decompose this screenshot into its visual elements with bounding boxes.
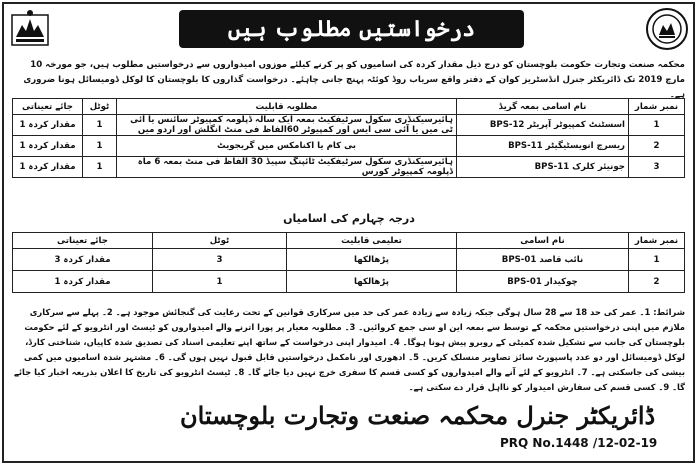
cell-qualification: ہائیرسیکنڈری سکول سرٹیفکیٹ ٹائپنگ سپیڈ 30 الفاظ فی منٹ بمعہ 6 ماہ ڈپلومہ کمپیوٹر کورس: [117, 157, 457, 178]
signature-line: ڈائریکٹر جنرل محکمہ صنعت وتجارت بلوچستان: [180, 401, 656, 430]
cell-total: 1: [153, 271, 287, 293]
cell-total: 3: [153, 249, 287, 271]
col-total: ٹوٹل: [83, 99, 117, 115]
cell-serial: 2: [629, 136, 685, 157]
cell-total: 1: [83, 157, 117, 178]
table-row: [13, 115, 685, 136]
job-advertisement: [2, 2, 695, 463]
cell-post: جونیئر کلرک BPS-11: [457, 157, 629, 178]
col-total: ٹوٹل: [153, 233, 287, 249]
col-place: جائے تعیناتی: [13, 99, 83, 115]
col-place: جائے تعیناتی: [13, 233, 153, 249]
cell-serial: 1: [629, 249, 685, 271]
col-post: نام اسامی: [457, 233, 629, 249]
cell-qualification: پڑھالکھا: [287, 271, 457, 293]
cell-total: 1: [83, 115, 117, 136]
cell-place: مقدار کردہ 1: [13, 157, 83, 178]
conditions-paragraph: شرائط: 1۔ عمر کی حد 18 سے 28 سال ہوگی جبکہ زیادہ سے زیادہ عمر کی حد میں سرکاری قوانین کے تحت رعایت کی گنجائش موجود ہے۔ 2۔ پہلے سے سرکاری ملازم میں اپنی درخواستیں محکمہ کے توسط سے بمعہ این او سی جمع کروائیں۔ 3۔ مطلوبہ معیار پر پورا اترنے والے امیدواروں کو ٹیسٹ اور انٹرویو کے لئے حکومت بلوچستان کی جانب سے تشکیل شدہ کمیٹی کے روبرو پیش ہونا ہوگا۔ 4۔ امیدوار اپنی درخواست کے ساتھ اپنے تعلیمی اسناد کی تصدیق شدہ کاپیاں، شناختی کارڈ، لوکل ڈومیسائل اور دو عدد پاسپورٹ سائز تصاویر منسلک کریں۔ 5۔ ادھوری اور نامکمل درخواستیں قابل قبول نہیں ہوں گی۔ 6۔ مشتہر شدہ اسامیوں میں کمی بیشی کی جاسکتی ہے۔ 7۔ انٹرویو کے لئے آنے والے امیدواروں کو کسی قسم کا سفری خرچ نہیں دیا جائے گا۔ 8۔ ٹیسٹ انٹرویو کی تاریخ کا اعلان بذریعہ اخبار کیا جائے گا۔ 9۔ کسی قسم کی سفارش امیدوار کو نااہل قرار دے سکتی ہے۔: [13, 307, 685, 392]
col-serial: نمبر شمار: [629, 99, 685, 115]
cell-post: اسسٹنٹ کمپیوٹر آپریٹر BPS-12: [457, 115, 629, 136]
header: [4, 4, 693, 54]
table-row: [13, 249, 685, 271]
cell-post: نائب قاصد BPS-01: [457, 249, 629, 271]
cell-post: ریسرچ انویسٹیگیٹر BPS-11: [457, 136, 629, 157]
class-four-posts-table: [12, 232, 685, 293]
table-header-row: [13, 233, 685, 249]
government-seal-icon: [645, 7, 689, 51]
cell-place: مقدار کردہ 1: [13, 115, 83, 136]
cell-qualification: پڑھالکھا: [287, 249, 457, 271]
section-title: درجہ چہارم کی اسامیاں: [283, 212, 415, 225]
table-row: [13, 157, 685, 178]
cell-place: مقدار کردہ 3: [13, 249, 153, 271]
cell-qualification: ہائیرسیکنڈری سکول سرٹیفکیٹ بمعہ ایک سالہ ڈپلومہ کمپیوٹر سائنس یا آئی ٹی میں یا آئی سی ایس اور کمپیوٹر 60الفاظ فی منٹ انگلش اور اردو میں: [117, 115, 457, 136]
posts-table: [12, 98, 685, 178]
cell-place: مقدار کردہ 1: [13, 271, 153, 293]
col-qualification: مطلوبہ قابلیت: [117, 99, 457, 115]
cell-serial: 1: [629, 115, 685, 136]
cell-serial: 3: [629, 157, 685, 178]
page-title: درخواستیں مطلوب ہیں: [179, 10, 524, 48]
cell-serial: 2: [629, 271, 685, 293]
cell-place: مقدار کردہ 1: [13, 136, 83, 157]
balochistan-emblem-icon: [8, 7, 52, 51]
cell-post: چوکیدار BPS-01: [457, 271, 629, 293]
col-serial: نمبر شمار: [629, 233, 685, 249]
col-qualification: تعلیمی قابلیت: [287, 233, 457, 249]
prq-reference: PRQ No.1448 /12-02-19: [500, 436, 658, 450]
table-row: [13, 271, 685, 293]
table-header-row: [13, 99, 685, 115]
table-row: [13, 136, 685, 157]
cell-total: 1: [83, 136, 117, 157]
col-post: نام اسامی بمعہ گریڈ: [457, 99, 629, 115]
intro-paragraph: محکمہ صنعت وتجارت حکومت بلوچستان کو درج ذیل مقدار کردہ کی اسامیوں کو پر کرنے کیلئے موزوں امیدواروں سے درخواستیں مطلوب ہیں، جو مورخہ 10 مارچ 2019 تک ڈائریکٹر جنرل انڈسٹریز کوان کے دفتر واقع سریاب روڈ کوئٹہ پہنچ جانی چاہئے۔ درخواست گذاروں کا بلوچستان کا لوکل ڈومیسائل ہونا ضروری ہے۔: [23, 60, 685, 100]
cell-qualification: بی کام یا اکنامکس میں گریجویٹ: [117, 136, 457, 157]
